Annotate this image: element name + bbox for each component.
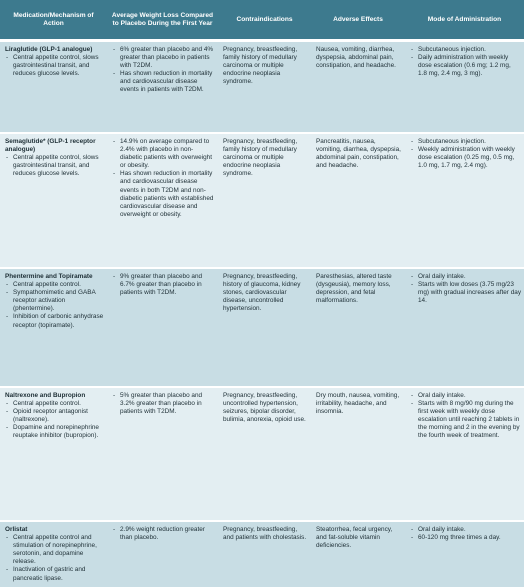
table-row-cell-adverse-effects: Nausea, vomiting, diarrhea, dyspepsia, abdominal pain, constipation, and headache. xyxy=(311,42,405,134)
table-row-cell-adverse-effects: Dry mouth, nausea, vomiting, irritability, headache, and insomnia. xyxy=(311,388,405,522)
list-item: - 9% greater than placebo and 6.7% greater than placebo in patients with T2DM. xyxy=(112,273,215,297)
table-row-cell-medication xyxy=(0,522,107,587)
table-row-cell-administration xyxy=(405,269,524,388)
header-weight-loss: Average Weight Loss Compared to Placebo During the First Year xyxy=(107,0,218,42)
table-row-cell-medication xyxy=(0,388,107,522)
table-row-cell-medication xyxy=(0,134,107,269)
administration-list xyxy=(410,138,521,170)
list-item: - Inactivation of gastric and pancreatic lipase. xyxy=(5,566,104,582)
header-contraindications: Contraindications xyxy=(218,0,311,42)
list-item: - 14.9% on average compared to 2.4% with placebo in non-diabetic patients with overweight or obesity. xyxy=(112,138,215,170)
table-row-cell-contraindications: Pregnancy, breastfeeding, family history of medullary carcinoma or multiple endocrine neoplasia syndrome. xyxy=(218,134,311,269)
list-item: - Has shown reduction in mortality and cardiovascular disease events in both T2DM and non-diabetic patients with established cardiovascular disease and overweight or obesity. xyxy=(112,170,215,219)
list-item: - Central appetite control, slows gastrointestinal transit, and reduces glucose levels. xyxy=(5,54,104,78)
list-item: - 60-120 mg three times a day. xyxy=(410,534,521,542)
table-row-cell-weight-loss xyxy=(107,522,218,587)
list-item: - Dopamine and norepinephrine reuptake inhibitor (bupropion). xyxy=(5,424,104,440)
table-row-cell-weight-loss xyxy=(107,42,218,134)
administration-list xyxy=(410,526,521,542)
medication-name: Naltrexone and Bupropion xyxy=(5,392,86,399)
table-row-cell-adverse-effects: Steatorrhea, fecal urgency, and fat-soluble vitamin deficiencies. xyxy=(311,522,405,587)
table-row-cell-administration xyxy=(405,42,524,134)
table-row-cell-contraindications: Pregnancy, breastfeeding, and patients with cholestasis. xyxy=(218,522,311,587)
header-administration: Mode of Administration xyxy=(405,0,524,42)
list-item: - 6% greater than placebo and 4% greater than placebo in patients with T2DM. xyxy=(112,46,215,70)
table-row-cell-administration xyxy=(405,522,524,587)
medication-name: Semaglutide* (GLP-1 receptor analogue) xyxy=(5,138,96,154)
list-item: - 2.9% weight reduction greater than placebo. xyxy=(112,526,215,542)
table-row-cell-contraindications: Pregnancy, breastfeeding, history of glaucoma, kidney stones, cardiovascular disease, uncontrolled hypertension. xyxy=(218,269,311,388)
list-item: - Weekly administration with weekly dose escalation (0.25 mg, 0.5 mg, 1.0 mg, 1.7 mg, 2.4 mg). xyxy=(410,146,521,170)
list-item: - 5% greater than placebo and 3.2% greater than placebo in patients with T2DM. xyxy=(112,392,215,416)
table-row-cell-weight-loss xyxy=(107,269,218,388)
list-item: - Has shown reduction in mortality and cardiovascular disease events in patients with T2DM. xyxy=(112,70,215,94)
administration-list xyxy=(410,46,521,78)
list-item: - Starts with low doses (3.75 mg/23 mg) with gradual increases after day 14. xyxy=(410,281,521,305)
table-row-cell-weight-loss xyxy=(107,388,218,522)
medication-name: Liraglutide (GLP-1 analogue) xyxy=(5,46,93,53)
list-item: - Central appetite control and stimulation of norepinephrine, serotonin, and dopamine release. xyxy=(5,534,104,566)
table-row-cell-administration xyxy=(405,134,524,269)
list-item: - Central appetite control, slows gastrointestinal transit, and reduces glucose levels. xyxy=(5,154,104,178)
table-row-cell-contraindications: Pregnancy, breastfeeding, uncontrolled hypertension, seizures, bipolar disorder, bulimia, anorexia, opioid use. xyxy=(218,388,311,522)
weight-loss-list xyxy=(112,273,215,297)
medication-name: Orlistat xyxy=(5,526,28,533)
table-row-cell-adverse-effects: Paresthesias, altered taste (dysgeusia), memory loss, depression, and fetal malformations. xyxy=(311,269,405,388)
weight-loss-list xyxy=(112,46,215,95)
table-row-cell-medication xyxy=(0,269,107,388)
list-item: - Inhibition of carbonic anhydrase receptor (topiramate). xyxy=(5,313,104,329)
list-item: - Opioid receptor antagonist (naltrexone). xyxy=(5,408,104,424)
administration-list xyxy=(410,392,521,441)
mechanism-list xyxy=(5,534,104,583)
list-item: - Oral daily intake. xyxy=(410,392,521,400)
list-item: - Central appetite control. xyxy=(5,400,104,408)
list-item: - Oral daily intake. xyxy=(410,526,521,534)
mechanism-list xyxy=(5,154,104,178)
list-item: - Subcutaneous injection. xyxy=(410,138,521,146)
weight-loss-list xyxy=(112,526,215,542)
list-item: - Sympathomimetic and GABA receptor activation (phentermine). xyxy=(5,289,104,313)
list-item: - Subcutaneous injection. xyxy=(410,46,521,54)
table-row-cell-medication xyxy=(0,42,107,134)
list-item: - Daily administration with weekly dose escalation (0.6 mg; 1.2 mg, 1.8 mg, 2.4 mg, 3 mg). xyxy=(410,54,521,78)
header-medication: Medication/Mechanism of Action xyxy=(0,0,107,42)
administration-list xyxy=(410,273,521,305)
table-row-cell-contraindications: Pregnancy, breastfeeding, family history of medullary carcinoma or multiple endocrine neoplasia syndrome. xyxy=(218,42,311,134)
list-item: - Oral daily intake. xyxy=(410,273,521,281)
mechanism-list xyxy=(5,281,104,330)
medication-name: Phentermine and Topiramate xyxy=(5,273,93,280)
weight-loss-list xyxy=(112,392,215,416)
list-item: - Central appetite control. xyxy=(5,281,104,289)
table-row-cell-weight-loss xyxy=(107,134,218,269)
header-adverse-effects: Adverse Effects xyxy=(311,0,405,42)
mechanism-list xyxy=(5,400,104,440)
table-row-cell-administration xyxy=(405,388,524,522)
table-row-cell-adverse-effects: Pancreatitis, nausea, vomiting, diarrhea, dyspepsia, abdominal pain, constipation, and headache. xyxy=(311,134,405,269)
list-item: - Starts with 8 mg/90 mg during the first week with weekly dose escalation until reaching 2 tablets in the morning and 2 in the evening by the fourth week of treatment. xyxy=(410,400,521,440)
weight-loss-list xyxy=(112,138,215,219)
mechanism-list xyxy=(5,54,104,78)
